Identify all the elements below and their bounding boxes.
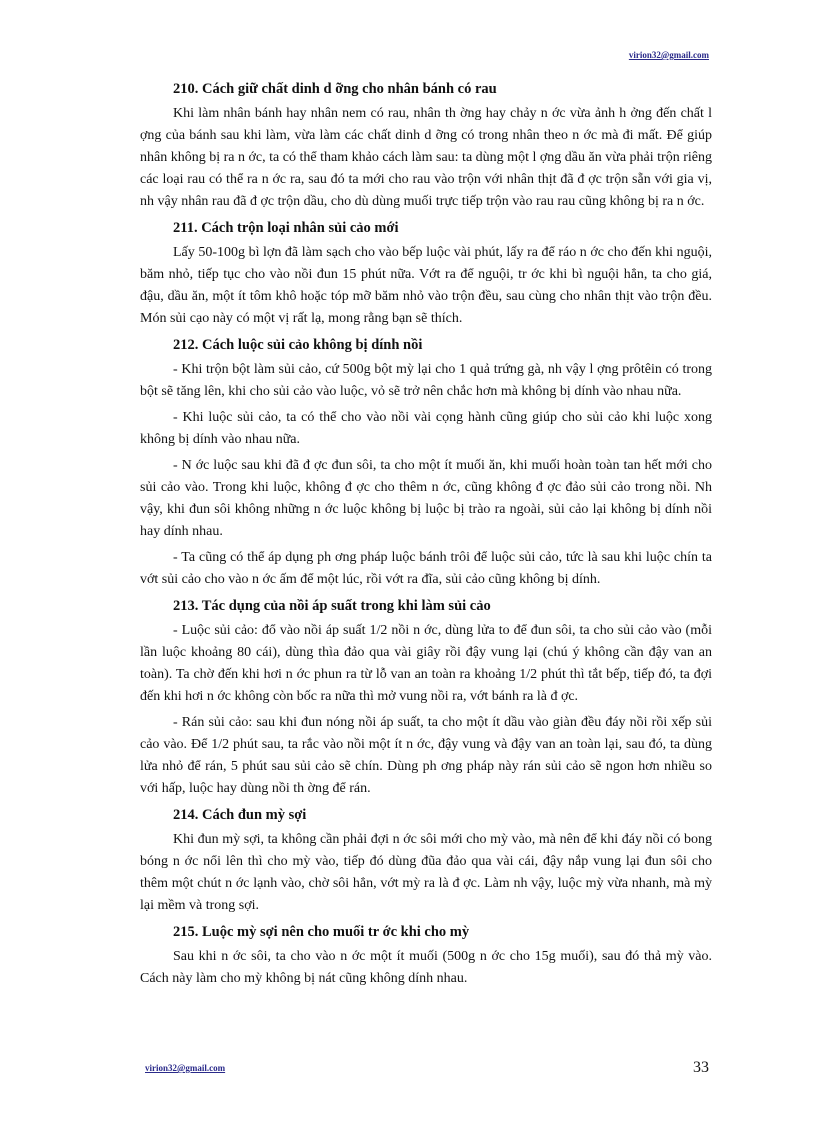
paragraph: - Khi trộn bột làm sủi cảo, cứ 500g bột mỳ lại cho 1 quả trứng gà, nh vậy l ợng prôtêin có trong bột sẽ tăng lên, khi cho sủi cảo vào luộc, vỏ sẽ trở nên chắc hơn mà không bị dính vào nhau nữa. <box>140 362 712 399</box>
paragraph: - Ta cũng có thể áp dụng ph ơng pháp luộc bánh trôi để luộc sủi cảo, tức là sau khi luộc chín ta vớt sủi cảo cho vào n ớc ấm để một lúc, rồi vớt ra đĩa, sủi cảo cũng không bị dính. <box>140 550 712 587</box>
page-number: 33 <box>693 1059 709 1076</box>
header-email[interactable]: virion32@gmail.com <box>628 50 709 60</box>
section-heading: 213. Tác dụng của nồi áp suất trong khi làm sủi cảo <box>173 598 491 614</box>
section-213 <box>140 597 712 800</box>
footer-email[interactable]: virion32@gmail.com <box>145 1063 226 1073</box>
section-heading: 211. Cách trộn loại nhân sủi cảo mới <box>173 220 399 236</box>
section-210 <box>140 80 712 213</box>
section-heading: 214. Cách đun mỳ sợi <box>173 807 307 823</box>
section-heading: 212. Cách luộc sủi cảo không bị dính nồi <box>173 337 423 353</box>
section-heading: 215. Luộc mỳ sợi nên cho muối tr ớc khi cho mỳ <box>173 924 470 940</box>
paragraph: - Rán sủi cảo: sau khi đun nóng nồi áp suất, ta cho một ít dầu vào giàn đều đáy nồi rồi xếp sủi cảo vào. Để 1/2 phút sau, ta rắc vào nồi một ít n ớc, đậy vung và đậy van an toàn lại, sau đó, ta dùng lửa nhỏ để rán, 5 phút sau sủi cảo sẽ chín. Dùng ph ơng pháp này rán sủi cảo sẽ ngon hơn nhiều so với hấp, luộc hay dùng nồi th ờng để rán. <box>140 715 712 796</box>
paragraph: Khi làm nhân bánh hay nhân nem có rau, nhân th ờng hay chảy n ớc vừa ảnh h ởng đến chất l ợng của bánh sau khi làm, vừa làm các chất dinh d ỡng có trong nhân theo n ớc mà đi mất. Để giúp nhân không bị ra n ớc, ta có thể tham khảo cách làm sau: ta dùng một l ợng dầu ăn vừa phải trộn riêng các loại rau có thể ra n ớc ra, sau đó ta mới cho rau vào trộn với nhân thịt đã đ ợc trộn sẵn với gia vị, nh vậy nhân rau đã đ ợc trộn dầu, cho dù dùng muối trực tiếp trộn vào rau rau cũng không bị ra n ớc. <box>140 106 712 209</box>
section-heading: 210. Cách giữ chất dinh d ỡng cho nhân bánh có rau <box>173 81 497 97</box>
paragraph: - Khi luộc sủi cảo, ta có thể cho vào nồi vài cọng hành cũng giúp cho sủi cảo khi luộc xong không bị dính vào nhau nữa. <box>140 410 712 447</box>
section-211 <box>140 219 712 330</box>
paragraph: Sau khi n ớc sôi, ta cho vào n ớc một ít muối (500g n ớc cho 15g muối), sau đó thả mỳ vào. Cách này làm cho mỳ không bị nát cũng không dính nhau. <box>140 949 712 986</box>
section-212 <box>140 336 712 591</box>
paragraph: Khi đun mỳ sợi, ta không cần phải đợi n ớc sôi mới cho mỳ vào, mà nên để khi đáy nồi có bong bóng n ớc nổi lên thì cho mỳ vào, tiếp đó dùng đũa đảo qua vài cái, đậy nắp vung lại đun sôi cho thêm một chút n ớc lạnh vào, chờ sôi hẳn, vớt mỳ ra là đ ợc. Làm nh vậy, luộc mỳ vừa nhanh, mà mỳ lại mềm và trong sợi. <box>140 832 712 913</box>
section-214 <box>140 806 712 917</box>
section-215 <box>140 923 712 990</box>
paragraph: - Luộc sủi cảo: đổ vào nồi áp suất 1/2 nồi n ớc, dùng lửa to để đun sôi, ta cho sủi cảo vào (mỗi lần luộc khoảng 80 cái), dùng thìa đảo qua vài giây rồi đậy vung lại (chú ý không cần đậy van an toàn). Ta chờ đến khi hơi n ớc phun ra từ lỗ van an toàn ra khoảng 1/2 phút thì tắt bếp, tiếp đó, ta đợi đến khi hơi n ớc không còn bốc ra nữa thì mở vung nồi ra, vớt bánh ra là đ ợc. <box>140 623 712 704</box>
document-body <box>140 74 712 994</box>
paragraph: - N ớc luộc sau khi đã đ ợc đun sôi, ta cho một ít muối ăn, khi muối hoàn toàn tan hết mới cho sủi cảo vào. Trong khi luộc, không đ ợc cho thêm n ớc, cũng không đ ợc đảo sủi cảo trong nồi. Nh vậy, khi đun sôi không những n ớc luộc không bị luộc bị trào ra ngoài, sủi cảo lại không bị dính nồi hay dính nhau. <box>140 458 712 539</box>
paragraph: Lấy 50-100g bì lợn đã làm sạch cho vào bếp luộc vài phút, lấy ra để ráo n ớc cho đến khi nguội, băm nhỏ, tiếp tục cho vào nồi đun 15 phút nữa. Vớt ra để nguội, tr ớc khi bì nguội hẳn, ta cho giá, đậu, dầu ăn, một ít tôm khô hoặc tóp mỡ băm nhỏ vào trộn đều, sau cùng cho nhân thịt vào trộn đều. Món sủi cạo này có một vị rất lạ, mong rằng bạn sẽ thích. <box>140 245 712 326</box>
